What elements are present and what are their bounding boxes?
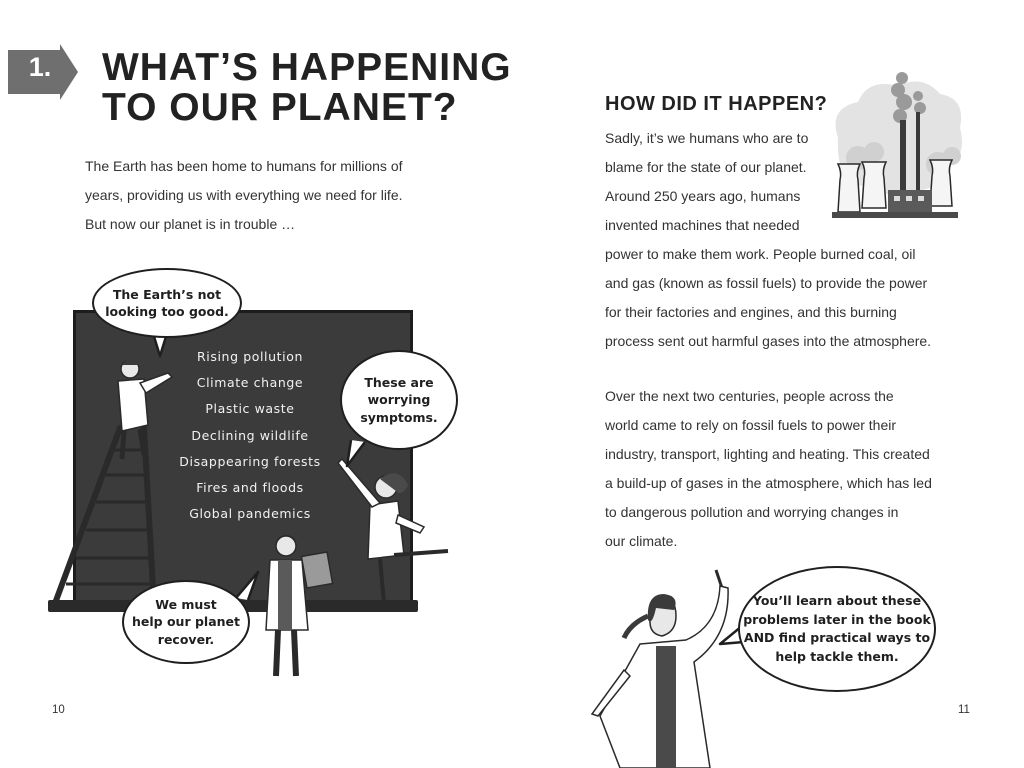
paragraph-line: and gas (known as fossil fuels) to provide the power bbox=[605, 275, 928, 291]
paragraph-two-centuries bbox=[605, 382, 935, 556]
page-number-right: 11 bbox=[958, 704, 970, 716]
bubble-line: worrying bbox=[367, 392, 431, 408]
bubble-line: These are bbox=[364, 374, 434, 390]
speech-bubble-recover bbox=[122, 580, 250, 664]
paragraph-line: our climate. bbox=[605, 533, 678, 549]
bubble-line: recover. bbox=[157, 631, 215, 647]
paragraph-line: a build-up of gases in the atmosphere, which has led bbox=[605, 475, 932, 491]
bubble-line: You’ll learn about these bbox=[752, 593, 922, 608]
bubble-line: problems later in the book bbox=[743, 611, 931, 627]
paragraph-line: for their factories and engines, and this burning bbox=[605, 304, 897, 320]
bubble-line: We must bbox=[155, 596, 217, 612]
intro-line: The Earth has been home to humans for millions of bbox=[85, 158, 403, 174]
intro-line: years, providing us with everything we need for life. bbox=[85, 187, 403, 203]
scientist-pointing-up-illustration bbox=[590, 566, 740, 768]
symptom-item: Disappearing forests bbox=[179, 453, 321, 469]
paragraph-line: process sent out harmful gases into the atmosphere. bbox=[605, 333, 932, 349]
symptom-item: Global pandemics bbox=[189, 506, 311, 522]
paragraph-how-it-happened bbox=[605, 124, 935, 356]
speech-bubble-earth bbox=[92, 268, 242, 338]
paragraph-line: power to make them work. People burned coal, oil bbox=[605, 246, 916, 262]
bubble-line: help tackle them. bbox=[775, 648, 899, 664]
paragraph-line: invented machines that needed bbox=[605, 217, 800, 233]
paragraph-line: Over the next two centuries, people across the bbox=[605, 388, 894, 404]
paragraph-line: Sadly, it’s we humans who are to bbox=[605, 130, 809, 146]
bubble-line: symptoms. bbox=[360, 409, 438, 425]
speech-bubble-symptoms bbox=[340, 350, 458, 450]
scientist-clipboard-illustration bbox=[258, 532, 338, 682]
scientist-on-ladder-illustration bbox=[100, 355, 190, 465]
symptom-item: Climate change bbox=[196, 375, 304, 391]
speech-bubble-learn-more bbox=[738, 566, 936, 692]
intro-paragraph bbox=[85, 152, 425, 239]
bubble-line: looking too good. bbox=[105, 304, 229, 319]
paragraph-line: blame for the state of our planet. bbox=[605, 159, 807, 175]
section-heading: HOW DID IT HAPPEN? bbox=[605, 93, 828, 115]
bubble-line: AND find practical ways to bbox=[743, 630, 931, 645]
symptom-item: Declining wildlife bbox=[191, 427, 309, 443]
blackboard-symptom-list bbox=[170, 344, 330, 527]
symptom-item: Rising pollution bbox=[197, 349, 303, 364]
paragraph-line: world came to rely on fossil fuels to power their bbox=[605, 417, 897, 433]
symptom-item: Fires and floods bbox=[196, 479, 304, 495]
paragraph-line: to dangerous pollution and worrying changes in bbox=[605, 504, 899, 520]
bubble-line: help our planet bbox=[132, 614, 240, 630]
bubble-line: The Earth’s not bbox=[112, 286, 222, 302]
symptom-item: Plastic waste bbox=[205, 401, 295, 417]
paragraph-line: Around 250 years ago, humans bbox=[605, 188, 801, 204]
page-title bbox=[102, 48, 512, 128]
intro-line: But now our planet is in trouble … bbox=[85, 216, 296, 232]
page-number-left: 10 bbox=[52, 704, 65, 716]
page-title-line: TO OUR PLANET? bbox=[102, 86, 458, 129]
chapter-number: 1. bbox=[28, 52, 52, 82]
scientist-pointing-illustration bbox=[328, 455, 458, 610]
paragraph-line: industry, transport, lighting and heating. This created bbox=[605, 446, 930, 462]
page-title-line: WHAT’S HAPPENING bbox=[102, 46, 512, 89]
bubble-tail bbox=[345, 440, 375, 470]
